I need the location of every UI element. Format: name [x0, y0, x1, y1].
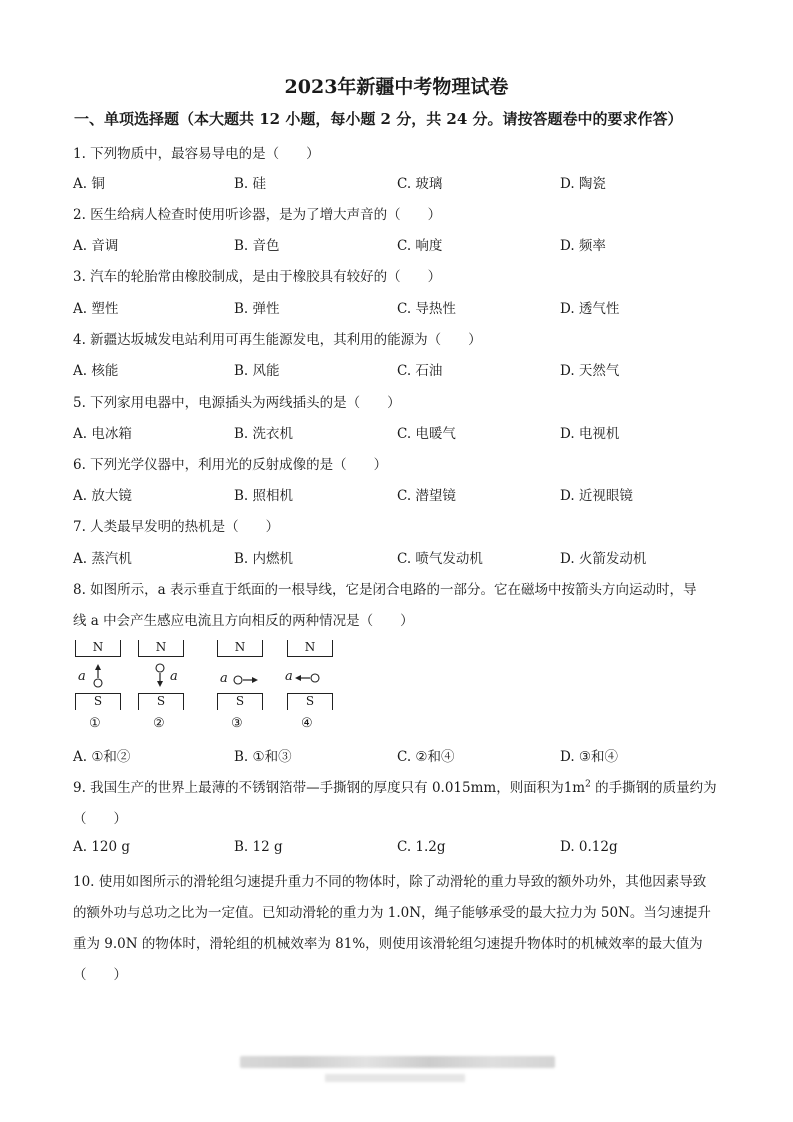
- section-heading: 一、单项选择题（本大题共 12 小题，每小题 2 分，共 24 分。请按答题卷中的要求作答）: [74, 110, 683, 128]
- south-pole-4: S: [287, 693, 333, 710]
- question-8-option-b: B. ①和③: [234, 749, 292, 765]
- question-10-stem-line-3: 重为 9.0N 的物体时，滑轮组的机械效率为 81%，则使用该滑轮组匀速提升物体时的机械效率的最大值为: [73, 936, 703, 952]
- question-2-option-d: D. 频率: [560, 238, 606, 254]
- question-9-option-c: C. 1.2g: [397, 839, 446, 855]
- question-5-stem: 5. 下列家用电器中，电源插头为两线插头的是（ ）: [73, 395, 401, 411]
- figure-label-4: ④: [301, 716, 313, 731]
- question-1-option-c: C. 玻璃: [397, 176, 443, 192]
- question-9-text-a: 9. 我国生产的世界上最薄的不锈钢箔带—手撕钢的厚度只有 0.015mm，则面积为: [73, 780, 564, 796]
- question-7-option-b: B. 内燃机: [234, 551, 294, 567]
- question-5-option-d: D. 电视机: [560, 426, 620, 442]
- south-pole-3: S: [217, 693, 263, 710]
- wire-label-4: a: [285, 669, 293, 684]
- figure-label-3: ③: [231, 716, 243, 731]
- question-9-text-b: 的手撕钢的质量约为: [590, 780, 717, 796]
- question-9-area: 1m: [563, 780, 586, 796]
- question-7-option-c: C. 喷气发动机: [397, 551, 483, 567]
- north-pole-1: N: [75, 640, 121, 657]
- blurred-footer-watermark-2: [325, 1074, 465, 1082]
- question-9-option-d: D. 0.12g: [560, 839, 618, 855]
- question-1-option-d: D. 陶瓷: [560, 176, 606, 192]
- question-10-stem-line-1: 10. 使用如图所示的滑轮组匀速提升重力不同的物体时，除了动滑轮的重力导致的额外功外，其他因素导致: [73, 874, 707, 890]
- question-5-option-b: B. 洗衣机: [234, 426, 294, 442]
- wire-left-icon: [293, 670, 321, 686]
- question-2-stem: 2. 医生给病人检查时使用听诊器，是为了增大声音的（ ）: [73, 207, 442, 223]
- question-6-option-a: A. 放大镜: [73, 488, 132, 504]
- question-7-option-a: A. 蒸汽机: [73, 551, 132, 567]
- question-8-stem-line-1: 8. 如图所示，a 表示垂直于纸面的一根导线，它是闭合电路的一部分。它在磁场中按箭头方向运动时，导: [73, 582, 697, 598]
- question-1-option-a: A. 铜: [73, 176, 105, 192]
- question-4-option-c: C. 石油: [397, 363, 443, 379]
- north-pole-4: N: [287, 640, 333, 657]
- blurred-footer-watermark: [240, 1056, 555, 1068]
- question-8-stem-line-2: 线 a 中会产生感应电流且方向相反的两种情况是（ ）: [73, 613, 414, 629]
- question-6-option-d: D. 近视眼镜: [560, 488, 633, 504]
- figure-label-1: ①: [89, 716, 101, 731]
- question-9-option-b: B. 12 g: [234, 839, 283, 855]
- question-9-option-a: A. 120 g: [73, 839, 131, 855]
- wire-right-icon: [232, 672, 260, 688]
- question-1-option-b: B. 硅: [234, 176, 267, 192]
- question-5-option-c: C. 电暖气: [397, 426, 456, 442]
- south-pole-2: S: [138, 693, 184, 710]
- wire-up-icon: [88, 664, 108, 690]
- question-9-stem-line-1: [73, 776, 717, 796]
- wire-label-2: a: [170, 669, 178, 684]
- question-3-option-b: B. 弹性: [234, 301, 280, 317]
- question-8-option-a: A. ①和②: [73, 749, 131, 765]
- question-4-option-a: A. 核能: [73, 363, 119, 379]
- question-7-stem: 7. 人类最早发明的热机是（ ）: [73, 519, 280, 535]
- south-pole-1: S: [75, 693, 121, 710]
- question-4-option-b: B. 风能: [234, 363, 280, 379]
- question-10-stem-line-2: 的额外功与总功之比为一定值。已知动滑轮的重力为 1.0N，绳子能够承受的最大拉力为 50N。当匀速提升: [73, 905, 711, 921]
- question-4-option-d: D. 天然气: [560, 363, 620, 379]
- question-4-stem: 4. 新疆达坂城发电站利用可再生能源发电，其利用的能源为（ ）: [73, 332, 482, 348]
- question-3-stem: 3. 汽车的轮胎常由橡胶制成，是由于橡胶具有较好的（ ）: [73, 269, 442, 285]
- question-3-option-d: D. 透气性: [560, 301, 620, 317]
- question-3-option-a: A. 塑性: [73, 301, 119, 317]
- question-2-option-b: B. 音色: [234, 238, 280, 254]
- north-pole-3: N: [217, 640, 263, 657]
- question-2-option-c: C. 响度: [397, 238, 443, 254]
- wire-label-1: a: [78, 669, 86, 684]
- wire-label-3: a: [220, 671, 228, 686]
- question-6-option-b: B. 照相机: [234, 488, 294, 504]
- question-9-area-exponent: 2: [585, 779, 591, 790]
- question-3-option-c: C. 导热性: [397, 301, 456, 317]
- question-7-option-d: D. 火箭发动机: [560, 551, 647, 567]
- question-8-option-d: D. ③和④: [560, 749, 619, 765]
- question-10-stem-line-4: （ ）: [73, 967, 127, 983]
- question-6-stem: 6. 下列光学仪器中，利用光的反射成像的是（ ）: [73, 457, 388, 473]
- question-2-option-a: A. 音调: [73, 238, 119, 254]
- wire-down-icon: [152, 662, 172, 688]
- figure-label-2: ②: [153, 716, 165, 731]
- question-9-stem-line-2: （ ）: [73, 811, 127, 827]
- question-6-option-c: C. 潜望镜: [397, 488, 456, 504]
- question-5-option-a: A. 电冰箱: [73, 426, 132, 442]
- question-1-stem: 1. 下列物质中，最容易导电的是（ ）: [73, 146, 320, 162]
- question-8-option-c: C. ②和④: [397, 749, 455, 765]
- page-title: 2023年新疆中考物理试卷: [284, 76, 509, 98]
- north-pole-2: N: [138, 640, 184, 657]
